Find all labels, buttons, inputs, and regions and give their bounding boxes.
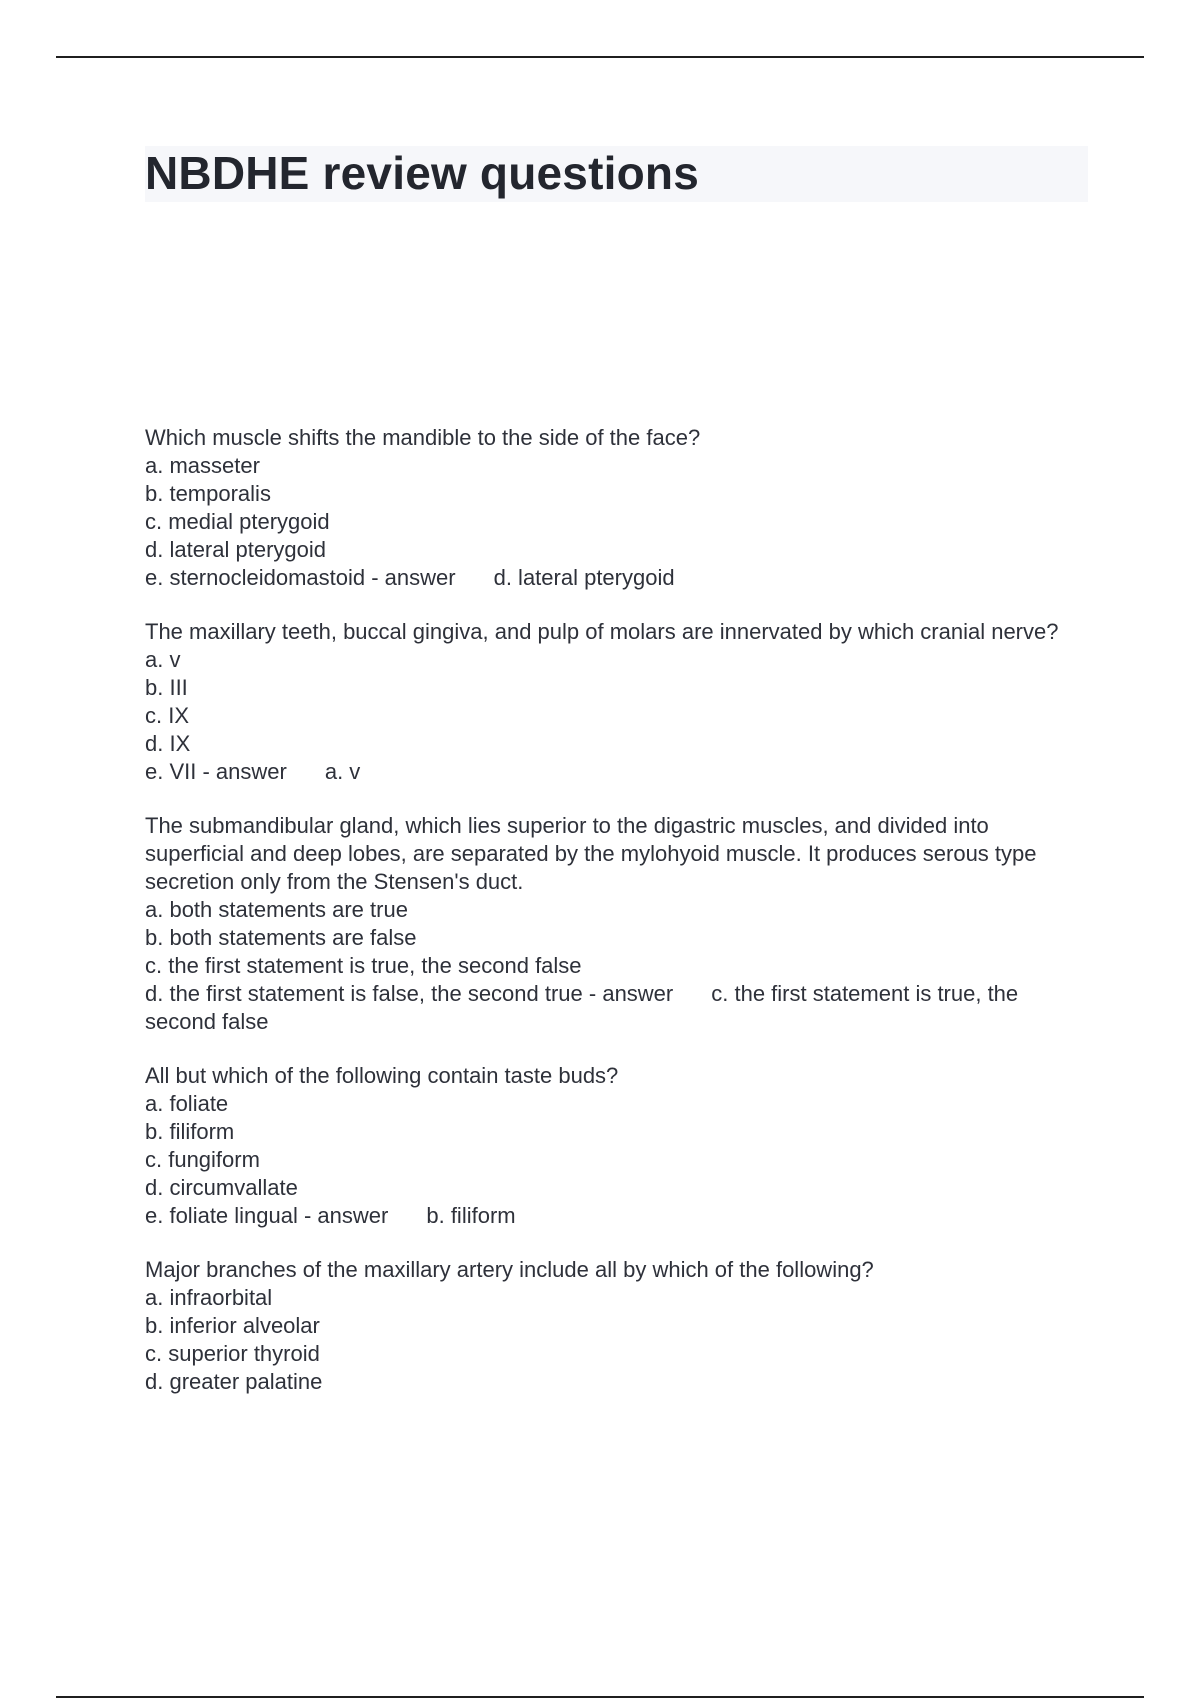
option: b. inferior alveolar xyxy=(145,1313,320,1338)
question-block xyxy=(145,424,1085,592)
top-rule xyxy=(56,56,1144,58)
option: c. IX xyxy=(145,703,190,728)
answer-text: c. the first statement is true, the second false xyxy=(145,981,1025,1034)
question-text: All but which of the following contain taste buds? xyxy=(145,1063,619,1088)
option: b. III xyxy=(145,675,188,700)
option: e. sternocleidomastoid - answer xyxy=(145,565,456,590)
option-with-answer xyxy=(145,1202,1085,1230)
option: e. foliate lingual - answer xyxy=(145,1203,389,1228)
question-text: The maxillary teeth, buccal gingiva, and pulp of molars are innervated by which cranial nerve? xyxy=(145,619,1059,644)
question-text: Which muscle shifts the mandible to the side of the face? xyxy=(145,425,701,450)
option: d. lateral pterygoid xyxy=(145,537,326,562)
option: a. infraorbital xyxy=(145,1285,273,1310)
option-with-answer xyxy=(145,564,1085,592)
answer-text: b. filiform xyxy=(426,1203,516,1228)
answer-text: a. v xyxy=(324,759,361,784)
question-list xyxy=(145,424,1085,1422)
option: a. v xyxy=(145,647,181,672)
option: b. temporalis xyxy=(145,481,271,506)
question-block xyxy=(145,618,1085,786)
option: e. VII - answer xyxy=(145,759,287,784)
option: d. circumvallate xyxy=(145,1175,298,1200)
option: b. both statements are false xyxy=(145,925,417,950)
option: d. IX xyxy=(145,731,191,756)
page-title: NBDHE review questions xyxy=(145,147,699,199)
question-block xyxy=(145,812,1085,1036)
answer-text: d. lateral pterygoid xyxy=(493,565,675,590)
question-text: The submandibular gland, which lies superior to the digastric muscles, and divided into superficial and deep lobes, are separated by the mylohyoid muscle. It produces serous type secretion only from the Stensen's duct. xyxy=(145,813,1043,894)
option: c. fungiform xyxy=(145,1147,260,1172)
question-block xyxy=(145,1256,1085,1396)
bottom-rule xyxy=(56,1696,1144,1698)
option: c. the first statement is true, the second false xyxy=(145,953,582,978)
option: d. the first statement is false, the second true - answer xyxy=(145,981,674,1006)
question-text: Major branches of the maxillary artery include all by which of the following? xyxy=(145,1257,874,1282)
option-with-answer xyxy=(145,758,1085,786)
option: a. both statements are true xyxy=(145,897,408,922)
option: a. masseter xyxy=(145,453,260,478)
option: a. foliate xyxy=(145,1091,229,1116)
option: b. filiform xyxy=(145,1119,235,1144)
option-with-answer xyxy=(145,980,1085,1036)
question-block xyxy=(145,1062,1085,1230)
option: c. superior thyroid xyxy=(145,1341,320,1366)
option: c. medial pterygoid xyxy=(145,509,330,534)
option: d. greater palatine xyxy=(145,1369,323,1394)
